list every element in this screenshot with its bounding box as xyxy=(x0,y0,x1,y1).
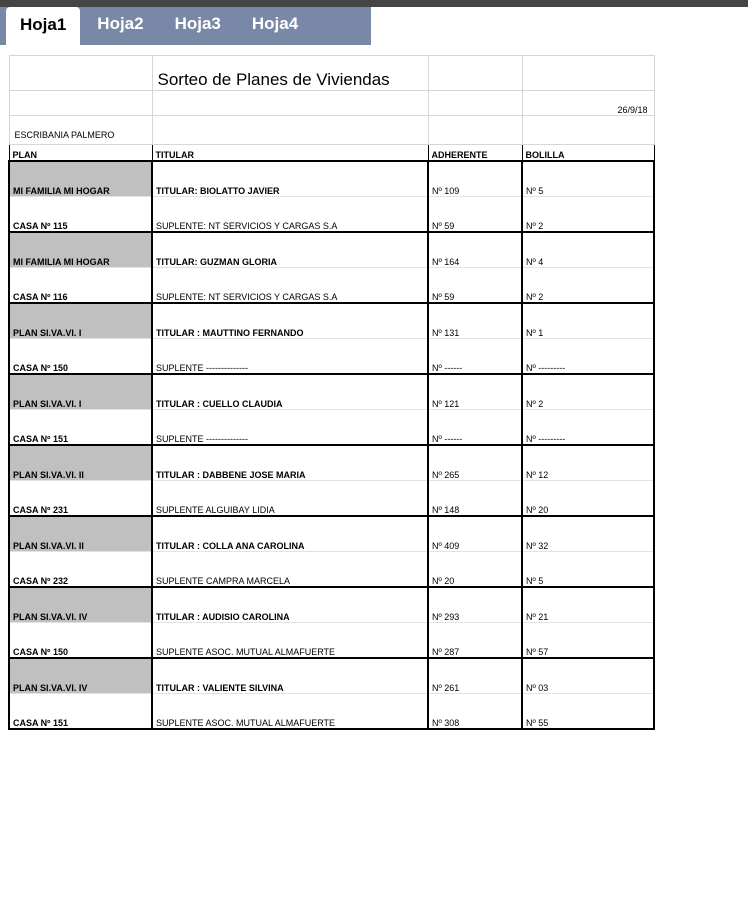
cell-adherente[interactable]: Nº 409 xyxy=(428,516,522,552)
cell-bolilla[interactable]: Nº 5 xyxy=(522,161,654,197)
cell-adherente[interactable]: Nº 164 xyxy=(428,232,522,268)
cell-adherente[interactable]: Nº 287 xyxy=(428,623,522,659)
cell-plan[interactable]: PLAN SI.VA.VI. I xyxy=(9,303,152,339)
cell-adherente[interactable]: Nº ------ xyxy=(428,339,522,375)
table-row xyxy=(9,197,654,233)
table-row xyxy=(9,587,654,623)
cell-titular[interactable]: TITULAR : DABBENE JOSE MARIA xyxy=(152,445,428,481)
cell-plan[interactable]: PLAN SI.VA.VI. II xyxy=(9,516,152,552)
cell-plan[interactable]: CASA Nº 115 xyxy=(9,197,152,233)
cell-adherente[interactable]: Nº 121 xyxy=(428,374,522,410)
cell-titular[interactable]: TITULAR: GUZMAN GLORIA xyxy=(152,232,428,268)
cell-adherente[interactable]: Nº 59 xyxy=(428,268,522,304)
title-row-blank-b[interactable] xyxy=(428,56,522,91)
cell-titular[interactable]: SUPLENTE -------------- xyxy=(152,410,428,446)
cell-plan[interactable]: CASA Nº 151 xyxy=(9,410,152,446)
cell-plan[interactable]: PLAN SI.VA.VI. IV xyxy=(9,587,152,623)
cell-bolilla[interactable]: Nº 20 xyxy=(522,481,654,517)
table-row xyxy=(9,339,654,375)
cell-plan[interactable]: CASA Nº 116 xyxy=(9,268,152,304)
cell-bolilla[interactable]: Nº 57 xyxy=(522,623,654,659)
cell-bolilla[interactable]: Nº 03 xyxy=(522,658,654,694)
cell-titular[interactable]: SUPLENTE ASOC. MUTUAL ALMAFUERTE xyxy=(152,694,428,730)
cell-bolilla[interactable]: Nº 21 xyxy=(522,587,654,623)
table-row xyxy=(9,445,654,481)
cell-adherente[interactable]: Nº 131 xyxy=(428,303,522,339)
cell-bolilla[interactable]: Nº 2 xyxy=(522,268,654,304)
date-row-blank-a[interactable] xyxy=(9,91,152,116)
cell-bolilla[interactable]: Nº 12 xyxy=(522,445,654,481)
cell-bolilla[interactable]: Nº --------- xyxy=(522,339,654,375)
cell-plan[interactable]: CASA Nº 151 xyxy=(9,694,152,730)
cell-plan[interactable]: PLAN SI.VA.VI. II xyxy=(9,445,152,481)
cell-adherente[interactable]: Nº ------ xyxy=(428,410,522,446)
cell-plan[interactable]: PLAN SI.VA.VI. IV xyxy=(9,658,152,694)
cell-adherente[interactable]: Nº 59 xyxy=(428,197,522,233)
cell-plan[interactable]: CASA Nº 231 xyxy=(9,481,152,517)
sheet-tab-bar xyxy=(6,7,315,45)
cell-plan[interactable]: CASA Nº 150 xyxy=(9,339,152,375)
window-top-strip xyxy=(0,0,748,7)
cell-adherente[interactable]: Nº 20 xyxy=(428,552,522,588)
title-row-blank-c[interactable] xyxy=(522,56,654,91)
cell-titular[interactable]: SUPLENTE ALGUIBAY LIDIA xyxy=(152,481,428,517)
cell-adherente[interactable]: Nº 261 xyxy=(428,658,522,694)
sheet-tab-hoja3[interactable]: Hoja3 xyxy=(161,7,235,40)
title-row-blank-a[interactable] xyxy=(9,56,152,91)
sheet-tab-hoja2[interactable]: Hoja2 xyxy=(83,7,157,40)
cell-titular[interactable]: TITULAR : MAUTTINO FERNANDO xyxy=(152,303,428,339)
cell-titular[interactable]: TITULAR: BIOLATTO JAVIER xyxy=(152,161,428,197)
title-row xyxy=(9,56,654,91)
table-row xyxy=(9,303,654,339)
table-body xyxy=(9,161,654,729)
column-header-adherente[interactable]: ADHERENTE xyxy=(428,145,522,162)
cell-plan[interactable]: PLAN SI.VA.VI. I xyxy=(9,374,152,410)
cell-adherente[interactable]: Nº 265 xyxy=(428,445,522,481)
column-header-titular[interactable]: TITULAR xyxy=(152,145,428,162)
cell-bolilla[interactable]: Nº 5 xyxy=(522,552,654,588)
table-row xyxy=(9,232,654,268)
sheet-tab-hoja4[interactable]: Hoja4 xyxy=(238,7,312,40)
table-row xyxy=(9,374,654,410)
cell-titular[interactable]: SUPLENTE: NT SERVICIOS Y CARGAS S.A xyxy=(152,197,428,233)
tab-bar-empty-area xyxy=(371,7,748,45)
cell-bolilla[interactable]: Nº 2 xyxy=(522,374,654,410)
table-row xyxy=(9,623,654,659)
table-header-row xyxy=(9,145,654,162)
cell-titular[interactable]: SUPLENTE ASOC. MUTUAL ALMAFUERTE xyxy=(152,623,428,659)
cell-plan[interactable]: MI FAMILIA MI HOGAR xyxy=(9,232,152,268)
office-row-blank-d[interactable] xyxy=(522,116,654,145)
table-row xyxy=(9,658,654,694)
office-row xyxy=(9,116,654,145)
cell-plan[interactable]: CASA Nº 232 xyxy=(9,552,152,588)
cell-adherente[interactable]: Nº 109 xyxy=(428,161,522,197)
date-row-blank-b[interactable] xyxy=(152,91,428,116)
cell-titular[interactable]: SUPLENTE CAMPRA MARCELA xyxy=(152,552,428,588)
column-header-plan[interactable]: PLAN xyxy=(9,145,152,162)
date-row-blank-c[interactable] xyxy=(428,91,522,116)
cell-titular[interactable]: TITULAR : VALIENTE SILVINA xyxy=(152,658,428,694)
table-row xyxy=(9,161,654,197)
cell-bolilla[interactable]: Nº --------- xyxy=(522,410,654,446)
page-title[interactable]: Sorteo de Planes de Viviendas xyxy=(152,56,428,91)
cell-titular[interactable]: TITULAR : CUELLO CLAUDIA xyxy=(152,374,428,410)
cell-plan[interactable]: CASA Nº 150 xyxy=(9,623,152,659)
table-row xyxy=(9,694,654,730)
cell-bolilla[interactable]: Nº 1 xyxy=(522,303,654,339)
table-row xyxy=(9,410,654,446)
office-name[interactable]: ESCRIBANIA PALMERO xyxy=(9,116,152,145)
cell-titular[interactable]: TITULAR : AUDISIO CAROLINA xyxy=(152,587,428,623)
table-row xyxy=(9,516,654,552)
spreadsheet-grid xyxy=(8,55,655,730)
cell-adherente[interactable]: Nº 293 xyxy=(428,587,522,623)
office-row-blank-c[interactable] xyxy=(428,116,522,145)
cell-titular[interactable]: TITULAR : COLLA ANA CAROLINA xyxy=(152,516,428,552)
cell-bolilla[interactable]: Nº 55 xyxy=(522,694,654,730)
sheet-tab-hoja1[interactable]: Hoja1 xyxy=(6,7,80,45)
cell-bolilla[interactable]: Nº 32 xyxy=(522,516,654,552)
sheet-date[interactable]: 26/9/18 xyxy=(522,91,654,116)
cell-bolilla[interactable]: Nº 2 xyxy=(522,197,654,233)
table-row xyxy=(9,552,654,588)
cell-titular[interactable]: SUPLENTE -------------- xyxy=(152,339,428,375)
column-header-bolilla[interactable]: BOLILLA xyxy=(522,145,654,162)
date-row xyxy=(9,91,654,116)
cell-bolilla[interactable]: Nº 4 xyxy=(522,232,654,268)
office-row-blank-b[interactable] xyxy=(152,116,428,145)
cell-adherente[interactable]: Nº 148 xyxy=(428,481,522,517)
table-row xyxy=(9,481,654,517)
spreadsheet xyxy=(8,55,653,730)
cell-adherente[interactable]: Nº 308 xyxy=(428,694,522,730)
cell-plan[interactable]: MI FAMILIA MI HOGAR xyxy=(9,161,152,197)
cell-titular[interactable]: SUPLENTE: NT SERVICIOS Y CARGAS S.A xyxy=(152,268,428,304)
table-row xyxy=(9,268,654,304)
